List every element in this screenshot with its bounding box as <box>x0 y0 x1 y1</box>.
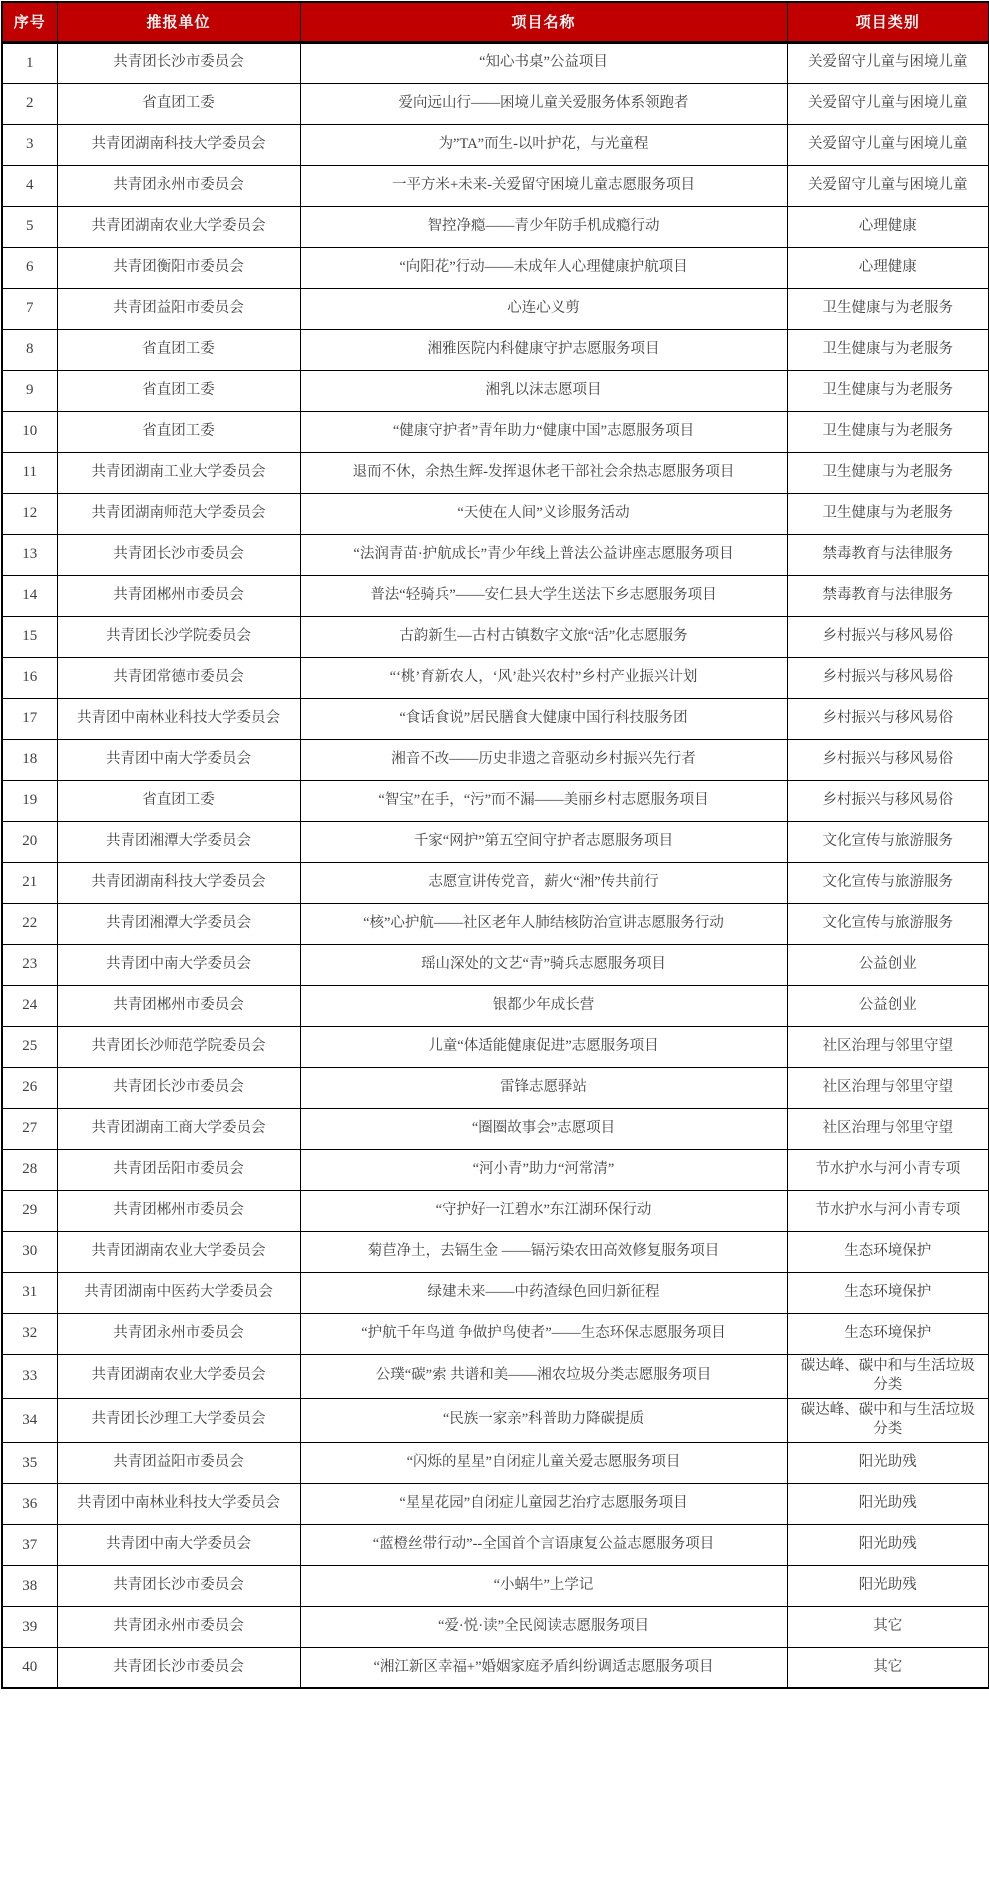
cell-unit: 共青团湖南科技大学委员会 <box>57 124 300 165</box>
cell-unit: 共青团中南大学委员会 <box>57 1524 300 1565</box>
cell-no: 27 <box>2 1108 57 1149</box>
table-row <box>2 944 989 985</box>
cell-unit: 共青团中南大学委员会 <box>57 739 300 780</box>
cell-unit: 共青团长沙市委员会 <box>57 1565 300 1606</box>
cell-project-name: 一平方米+未来-关爱留守困境儿童志愿服务项目 <box>300 165 787 206</box>
cell-project-name: “智宝”在手，“污”而不漏——美丽乡村志愿服务项目 <box>300 780 787 821</box>
cell-no: 37 <box>2 1524 57 1565</box>
cell-category: 社区治理与邻里守望 <box>787 1108 989 1149</box>
cell-project-name: 爱向远山行——困境儿童关爱服务体系领跑者 <box>300 83 787 124</box>
table-row <box>2 165 989 206</box>
cell-category: 公益创业 <box>787 944 989 985</box>
cell-category: 其它 <box>787 1647 989 1688</box>
cell-category: 关爱留守儿童与困境儿童 <box>787 124 989 165</box>
cell-project-name: 心连心义剪 <box>300 288 787 329</box>
cell-no: 22 <box>2 903 57 944</box>
table-row <box>2 1067 989 1108</box>
cell-unit: 共青团长沙市委员会 <box>57 534 300 575</box>
table-row <box>2 739 989 780</box>
cell-project-name: 普法“轻骑兵”——安仁县大学生送法下乡志愿服务项目 <box>300 575 787 616</box>
table-row <box>2 575 989 616</box>
cell-category: 生态环境保护 <box>787 1231 989 1272</box>
cell-no: 13 <box>2 534 57 575</box>
table-row <box>2 1108 989 1149</box>
cell-no: 14 <box>2 575 57 616</box>
cell-category: 生态环境保护 <box>787 1313 989 1354</box>
cell-unit: 共青团湖南师范大学委员会 <box>57 493 300 534</box>
cell-unit: 共青团永州市委员会 <box>57 1313 300 1354</box>
cell-project-name: 古韵新生—古村古镇数字文旅“活”化志愿服务 <box>300 616 787 657</box>
cell-category: 关爱留守儿童与困境儿童 <box>787 83 989 124</box>
header-cell-name: 项目名称 <box>300 2 787 42</box>
cell-no: 40 <box>2 1647 57 1688</box>
cell-unit: 省直团工委 <box>57 780 300 821</box>
cell-project-name: “向阳花”行动——未成年人心理健康护航项目 <box>300 247 787 288</box>
cell-unit: 共青团中南林业科技大学委员会 <box>57 1483 300 1524</box>
cell-category: 禁毒教育与法律服务 <box>787 534 989 575</box>
cell-no: 26 <box>2 1067 57 1108</box>
cell-unit: 共青团衡阳市委员会 <box>57 247 300 288</box>
table-row <box>2 985 989 1026</box>
table-row <box>2 206 989 247</box>
cell-category: 卫生健康与为老服务 <box>787 493 989 534</box>
table-row <box>2 1354 989 1398</box>
cell-no: 30 <box>2 1231 57 1272</box>
table-row <box>2 821 989 862</box>
cell-category: 阳光助残 <box>787 1483 989 1524</box>
cell-unit: 共青团湖南农业大学委员会 <box>57 1231 300 1272</box>
cell-no: 33 <box>2 1354 57 1398</box>
table-row <box>2 1398 989 1442</box>
table-row <box>2 452 989 493</box>
cell-project-name: “圈圈故事会”志愿项目 <box>300 1108 787 1149</box>
table-row <box>2 1149 989 1190</box>
cell-project-name: 退而不休，余热生辉-发挥退休老干部社会余热志愿服务项目 <box>300 452 787 493</box>
cell-unit: 共青团益阳市委员会 <box>57 1442 300 1483</box>
cell-project-name: “护航千年鸟道 争做护鸟使者”——生态环保志愿服务项目 <box>300 1313 787 1354</box>
cell-unit: 省直团工委 <box>57 83 300 124</box>
cell-project-name: 菊苣净土，去镉生金 ——镉污染农田高效修复服务项目 <box>300 1231 787 1272</box>
table-row <box>2 370 989 411</box>
cell-unit: 省直团工委 <box>57 370 300 411</box>
cell-no: 28 <box>2 1149 57 1190</box>
cell-category: 阳光助残 <box>787 1524 989 1565</box>
cell-category: 社区治理与邻里守望 <box>787 1026 989 1067</box>
cell-project-name: “食话食说”居民膳食大健康中国行科技服务团 <box>300 698 787 739</box>
cell-category: 碳达峰、碳中和与生活垃圾分类 <box>787 1354 989 1398</box>
cell-unit: 共青团中南林业科技大学委员会 <box>57 698 300 739</box>
cell-no: 2 <box>2 83 57 124</box>
cell-no: 21 <box>2 862 57 903</box>
cell-unit: 共青团湖南工商大学委员会 <box>57 1108 300 1149</box>
cell-project-name: “湘江新区幸福+”婚姻家庭矛盾纠纷调适志愿服务项目 <box>300 1647 787 1688</box>
cell-unit: 共青团中南大学委员会 <box>57 944 300 985</box>
cell-unit: 共青团岳阳市委员会 <box>57 1149 300 1190</box>
cell-no: 34 <box>2 1398 57 1442</box>
cell-project-name: “知心书桌”公益项目 <box>300 42 787 83</box>
cell-unit: 共青团郴州市委员会 <box>57 1190 300 1231</box>
table-row <box>2 1442 989 1483</box>
cell-project-name: “核”心护航——社区老年人肺结核防治宣讲志愿服务行动 <box>300 903 787 944</box>
cell-category: 卫生健康与为老服务 <box>787 329 989 370</box>
cell-project-name: “天使在人间”义诊服务活动 <box>300 493 787 534</box>
cell-category: 节水护水与河小青专项 <box>787 1149 989 1190</box>
cell-category: 乡村振兴与移风易俗 <box>787 698 989 739</box>
cell-unit: 共青团长沙市委员会 <box>57 1647 300 1688</box>
cell-category: 卫生健康与为老服务 <box>787 411 989 452</box>
cell-no: 15 <box>2 616 57 657</box>
cell-project-name: 千家“网护”第五空间守护者志愿服务项目 <box>300 821 787 862</box>
cell-no: 19 <box>2 780 57 821</box>
cell-no: 39 <box>2 1606 57 1647</box>
cell-project-name: 儿童“体适能健康促进”志愿服务项目 <box>300 1026 787 1067</box>
cell-unit: 共青团永州市委员会 <box>57 165 300 206</box>
table-row <box>2 780 989 821</box>
cell-unit: 共青团郴州市委员会 <box>57 575 300 616</box>
cell-category: 关爱留守儿童与困境儿童 <box>787 165 989 206</box>
cell-no: 24 <box>2 985 57 1026</box>
cell-no: 35 <box>2 1442 57 1483</box>
table-row <box>2 1647 989 1688</box>
cell-no: 10 <box>2 411 57 452</box>
cell-no: 16 <box>2 657 57 698</box>
table-row <box>2 1524 989 1565</box>
cell-project-name: 公璞“碳”索 共谱和美——湘农垃圾分类志愿服务项目 <box>300 1354 787 1398</box>
table-row <box>2 1606 989 1647</box>
cell-no: 11 <box>2 452 57 493</box>
cell-project-name: “蓝橙丝带行动”--全国首个言语康复公益志愿服务项目 <box>300 1524 787 1565</box>
cell-category: 公益创业 <box>787 985 989 1026</box>
cell-category: 生态环境保护 <box>787 1272 989 1313</box>
cell-category: 文化宣传与旅游服务 <box>787 903 989 944</box>
table-row <box>2 83 989 124</box>
cell-category: 阳光助残 <box>787 1565 989 1606</box>
table-row <box>2 1272 989 1313</box>
cell-unit: 共青团长沙学院委员会 <box>57 616 300 657</box>
table-row <box>2 657 989 698</box>
cell-category: 卫生健康与为老服务 <box>787 288 989 329</box>
table-header <box>2 2 989 42</box>
cell-category: 文化宣传与旅游服务 <box>787 821 989 862</box>
header-cell-unit: 推报单位 <box>57 2 300 42</box>
cell-project-name: “闪烁的星星”自闭症儿童关爱志愿服务项目 <box>300 1442 787 1483</box>
cell-category: 关爱留守儿童与困境儿童 <box>787 42 989 83</box>
cell-category: 乡村振兴与移风易俗 <box>787 616 989 657</box>
cell-unit: 共青团湖南农业大学委员会 <box>57 1354 300 1398</box>
cell-unit: 共青团常德市委员会 <box>57 657 300 698</box>
cell-unit: 共青团湖南科技大学委员会 <box>57 862 300 903</box>
table-row <box>2 698 989 739</box>
cell-project-name: 智控净瘾——青少年防手机成瘾行动 <box>300 206 787 247</box>
cell-no: 36 <box>2 1483 57 1524</box>
cell-no: 18 <box>2 739 57 780</box>
cell-project-name: 湘乳以沫志愿项目 <box>300 370 787 411</box>
header-cell-category: 项目类别 <box>787 2 989 42</box>
cell-unit: 共青团益阳市委员会 <box>57 288 300 329</box>
cell-unit: 共青团湖南农业大学委员会 <box>57 206 300 247</box>
cell-unit: 共青团湖南工业大学委员会 <box>57 452 300 493</box>
cell-project-name: “守护好一江碧水”东江湖环保行动 <box>300 1190 787 1231</box>
cell-project-name: 为”TA”而生-以叶护花，与光童程 <box>300 124 787 165</box>
cell-no: 9 <box>2 370 57 411</box>
cell-category: 碳达峰、碳中和与生活垃圾分类 <box>787 1398 989 1442</box>
cell-category: 社区治理与邻里守望 <box>787 1067 989 1108</box>
cell-category: 心理健康 <box>787 206 989 247</box>
cell-project-name: “‘桃’育新农人，‘风’赴兴农村”乡村产业振兴计划 <box>300 657 787 698</box>
cell-unit: 共青团永州市委员会 <box>57 1606 300 1647</box>
table-row <box>2 1190 989 1231</box>
cell-category: 卫生健康与为老服务 <box>787 452 989 493</box>
cell-project-name: “爱·悦·读”全民阅读志愿服务项目 <box>300 1606 787 1647</box>
cell-no: 6 <box>2 247 57 288</box>
table-row <box>2 1483 989 1524</box>
table-row <box>2 329 989 370</box>
cell-project-name: 银都少年成长营 <box>300 985 787 1026</box>
cell-unit: 共青团长沙市委员会 <box>57 42 300 83</box>
cell-project-name: 湘音不改——历史非遗之音驱动乡村振兴先行者 <box>300 739 787 780</box>
cell-project-name: “星星花园”自闭症儿童园艺治疗志愿服务项目 <box>300 1483 787 1524</box>
cell-unit: 共青团郴州市委员会 <box>57 985 300 1026</box>
cell-no: 17 <box>2 698 57 739</box>
cell-category: 阳光助残 <box>787 1442 989 1483</box>
cell-project-name: “河小青”助力“河常清” <box>300 1149 787 1190</box>
cell-category: 乡村振兴与移风易俗 <box>787 657 989 698</box>
cell-unit: 共青团湖南中医药大学委员会 <box>57 1272 300 1313</box>
table-row <box>2 124 989 165</box>
cell-no: 32 <box>2 1313 57 1354</box>
cell-category: 文化宣传与旅游服务 <box>787 862 989 903</box>
cell-category: 其它 <box>787 1606 989 1647</box>
cell-unit: 共青团长沙理工大学委员会 <box>57 1398 300 1442</box>
cell-unit: 共青团湘潭大学委员会 <box>57 903 300 944</box>
cell-no: 7 <box>2 288 57 329</box>
cell-no: 29 <box>2 1190 57 1231</box>
cell-project-name: 湘雅医院内科健康守护志愿服务项目 <box>300 329 787 370</box>
cell-unit: 共青团湘潭大学委员会 <box>57 821 300 862</box>
header-cell-no: 序号 <box>2 2 57 42</box>
table-row <box>2 862 989 903</box>
table-row <box>2 616 989 657</box>
cell-unit: 省直团工委 <box>57 329 300 370</box>
cell-no: 4 <box>2 165 57 206</box>
cell-category: 禁毒教育与法律服务 <box>787 575 989 616</box>
cell-project-name: 雷锋志愿驿站 <box>300 1067 787 1108</box>
projects-table <box>1 1 989 1689</box>
cell-category: 卫生健康与为老服务 <box>787 370 989 411</box>
table-row <box>2 1231 989 1272</box>
cell-project-name: “健康守护者”青年助力“健康中国”志愿服务项目 <box>300 411 787 452</box>
cell-project-name: 绿建未来——中药渣绿色回归新征程 <box>300 1272 787 1313</box>
table-row <box>2 247 989 288</box>
cell-no: 31 <box>2 1272 57 1313</box>
cell-unit: 共青团长沙市委员会 <box>57 1067 300 1108</box>
cell-no: 38 <box>2 1565 57 1606</box>
cell-project-name: 志愿宣讲传党音，薪火“湘”传共前行 <box>300 862 787 903</box>
cell-project-name: 瑶山深处的文艺“青”骑兵志愿服务项目 <box>300 944 787 985</box>
table-row <box>2 288 989 329</box>
table-row <box>2 1026 989 1067</box>
cell-no: 25 <box>2 1026 57 1067</box>
cell-no: 23 <box>2 944 57 985</box>
cell-unit: 省直团工委 <box>57 411 300 452</box>
table-row <box>2 903 989 944</box>
table-row <box>2 42 989 83</box>
cell-category: 乡村振兴与移风易俗 <box>787 780 989 821</box>
table-body <box>2 42 989 1688</box>
cell-category: 乡村振兴与移风易俗 <box>787 739 989 780</box>
cell-no: 12 <box>2 493 57 534</box>
table-row <box>2 493 989 534</box>
cell-no: 3 <box>2 124 57 165</box>
cell-category: 节水护水与河小青专项 <box>787 1190 989 1231</box>
cell-project-name: “法润青苗·护航成长”青少年线上普法公益讲座志愿服务项目 <box>300 534 787 575</box>
cell-no: 8 <box>2 329 57 370</box>
cell-no: 5 <box>2 206 57 247</box>
cell-no: 20 <box>2 821 57 862</box>
header-row <box>2 2 989 42</box>
cell-project-name: “小蜗牛”上学记 <box>300 1565 787 1606</box>
table-row <box>2 1313 989 1354</box>
cell-unit: 共青团长沙师范学院委员会 <box>57 1026 300 1067</box>
cell-no: 1 <box>2 42 57 83</box>
table-row <box>2 1565 989 1606</box>
cell-project-name: “民族一家亲”科普助力降碳提质 <box>300 1398 787 1442</box>
cell-category: 心理健康 <box>787 247 989 288</box>
table-row <box>2 411 989 452</box>
table-row <box>2 534 989 575</box>
